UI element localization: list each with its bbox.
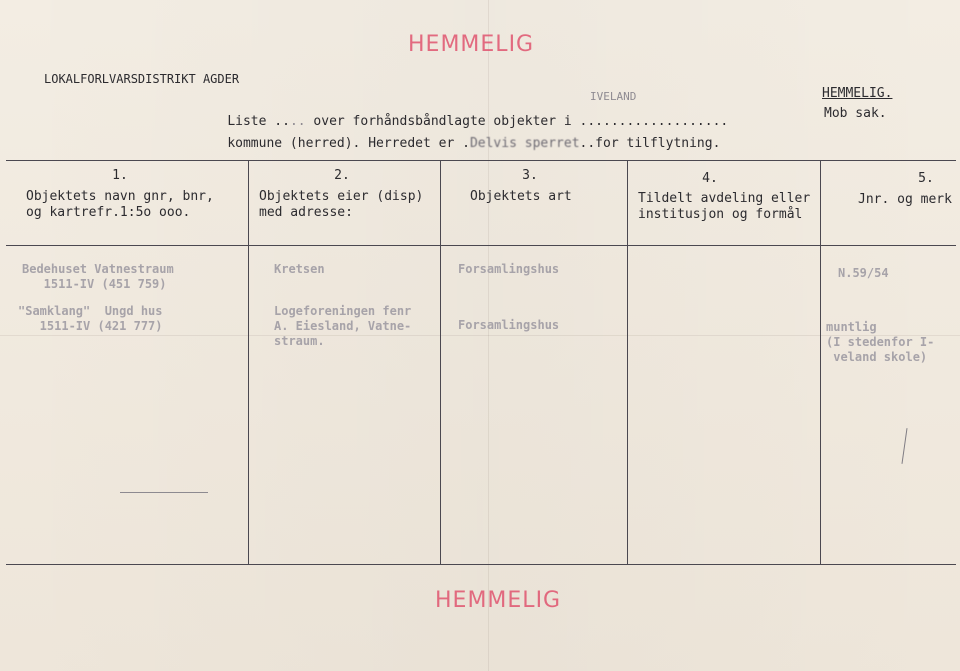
- row-2-journal: muntlig (I stedenfor I- veland skole): [826, 320, 935, 364]
- case-type: Mob sak.: [824, 106, 887, 121]
- classification-stamp-top: HEMMELIG: [408, 32, 535, 57]
- paper-fold-horizontal: [0, 335, 960, 336]
- column-2-label: Objektets eier (disp) med adresse:: [259, 189, 424, 220]
- column-3-label: Objektets art: [470, 189, 572, 204]
- status-prefix: kommune (herred). Herredet er .: [227, 136, 470, 151]
- table-column-divider: [440, 160, 441, 565]
- row-1-object-name: Bedehuset Vatnestraum 1511-IV (451 759): [22, 262, 174, 291]
- row-1-journal: N.59/54: [838, 266, 889, 280]
- row-2-object-name: "Samklang" Ungd hus 1511-IV (421 777): [18, 304, 163, 333]
- table-column-divider: [248, 160, 249, 565]
- pencil-mark: [901, 428, 907, 464]
- table-column-divider: [627, 160, 628, 565]
- classification-stamp-bottom: HEMMELIG: [435, 588, 562, 613]
- list-prefix: Liste ..: [227, 114, 290, 129]
- table-top-rule: [6, 160, 956, 161]
- list-mid: over forhåndsbåndlagte objekter i ....: [305, 114, 611, 129]
- pencil-mark: [120, 492, 208, 493]
- column-1-number: 1.: [112, 168, 128, 183]
- column-4-label: Tildelt avdeling eller institusjon og formål: [638, 191, 811, 222]
- district-heading: LOKALFORLVARSDISTRIKT AGDER: [44, 72, 240, 86]
- list-dots: ...............: [610, 114, 729, 129]
- column-5-label: Jnr. og merk: [858, 192, 952, 207]
- row-1-type: Forsamlingshus: [458, 262, 560, 276]
- status-suffix: ..for tilflytning.: [579, 136, 721, 151]
- table-column-divider: [820, 160, 821, 565]
- table-header-rule: [6, 245, 956, 246]
- column-2-number: 2.: [334, 168, 350, 183]
- column-3-number: 3.: [522, 168, 538, 183]
- municipality-name: IVELAND: [590, 90, 637, 103]
- classification-label: HEMMELIG.: [822, 86, 893, 101]
- table-bottom-rule: [6, 564, 956, 565]
- status-value: Delvis sperret: [469, 136, 580, 151]
- column-4-number: 4.: [702, 171, 718, 186]
- column-1-label: Objektets navn gnr, bnr, og kartrefr.1:5o ooo.: [26, 189, 214, 220]
- list-number: ..: [289, 114, 306, 129]
- row-2-owner: Logeforeningen fenr A. Eiesland, Vatne- straum.: [274, 304, 412, 348]
- column-5-number: 5.: [918, 171, 934, 186]
- row-2-type: Forsamlingshus: [458, 318, 560, 332]
- row-1-owner: Kretsen: [274, 262, 325, 276]
